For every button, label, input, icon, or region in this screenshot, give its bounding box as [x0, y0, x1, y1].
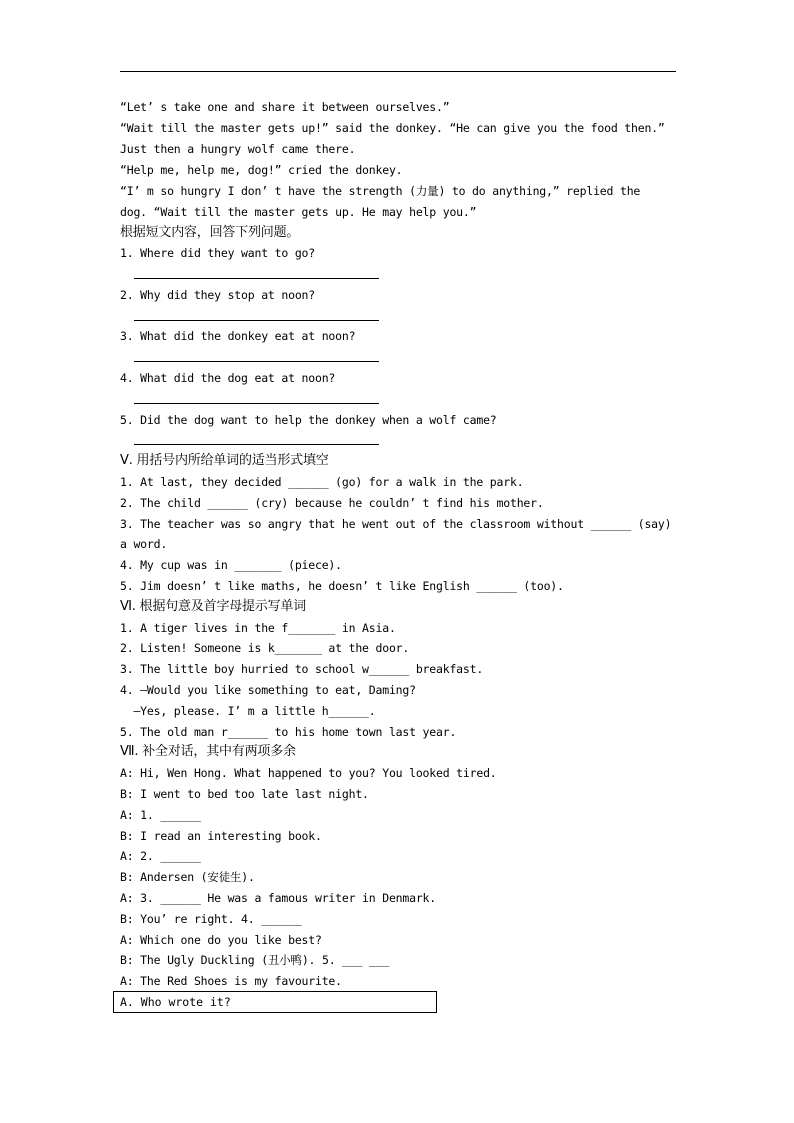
- story-line: “Wait till the master gets up!” said the donkey. “He can give you the food then.”: [120, 121, 665, 135]
- section6-item: 4. —Would you like something to eat, Daming?: [120, 683, 416, 697]
- dialogue-line: A: The Red Shoes is my favourite.: [120, 974, 342, 988]
- story-line: “Help me, help me, dog!” cried the donkey.: [120, 163, 403, 177]
- dialogue-line: B: Andersen (安徒生).: [120, 870, 255, 884]
- header-rule: [120, 71, 676, 72]
- question-4: 4. What did the dog eat at noon?: [120, 371, 336, 385]
- question-1: 1. Where did they want to go?: [120, 246, 315, 260]
- dialogue-line: A: Hi, Wen Hong. What happened to you? You looked tired.: [120, 766, 497, 780]
- story-line: “Let’ s take one and share it between ourselves.”: [120, 100, 450, 114]
- option-box: [113, 991, 437, 1013]
- section6-item: 2. Listen! Someone is k_______ at the door.: [120, 641, 410, 655]
- section6-item: 1. A tiger lives in the f_______ in Asia.: [120, 621, 396, 635]
- section5-title: Ⅴ. 用括号内所给单词的适当形式填空: [120, 453, 329, 468]
- option-text: A. Who wrote it?: [120, 995, 231, 1009]
- answer-blank-5[interactable]: [134, 444, 379, 445]
- section5-item: 3. The teacher was so angry that he went out of the classroom without ______ (say): [120, 517, 672, 531]
- dialogue-line: B: I read an interesting book.: [120, 829, 322, 843]
- dialogue-line: A: Which one do you like best?: [120, 933, 322, 947]
- section6-item: —Yes, please. I’ m a little h______.: [120, 704, 376, 718]
- story-line: “I’ m so hungry I don’ t have the strength (力量) to do anything,” replied the: [120, 184, 641, 198]
- section4-instruction: 根据短文内容，回答下列问题。: [120, 225, 300, 240]
- section6-item: 3. The little boy hurried to school w______ breakfast.: [120, 662, 484, 676]
- answer-blank-3[interactable]: [134, 361, 379, 362]
- answer-blank-4[interactable]: [134, 403, 379, 404]
- dialogue-line: A: 1. ______: [120, 808, 201, 822]
- section5-item: 4. My cup was in _______ (piece).: [120, 558, 342, 572]
- answer-blank-1[interactable]: [134, 278, 379, 279]
- section5-item: 2. The child ______ (cry) because he couldn’ t find his mother.: [120, 496, 544, 510]
- section5-item: 1. At last, they decided ______ (go) for a walk in the park.: [120, 475, 524, 489]
- section6-title: Ⅵ. 根据句意及首字母提示写单词: [120, 599, 307, 614]
- section7-title: Ⅶ. 补全对话，其中有两项多余: [120, 744, 296, 759]
- question-3: 3. What did the donkey eat at noon?: [120, 329, 356, 343]
- question-5: 5. Did the dog want to help the donkey when a wolf came?: [120, 413, 497, 427]
- answer-blank-2[interactable]: [134, 320, 379, 321]
- story-line: Just then a hungry wolf came there.: [120, 142, 356, 156]
- story-line: dog. “Wait till the master gets up. He may help you.”: [120, 205, 477, 219]
- question-2: 2. Why did they stop at noon?: [120, 288, 315, 302]
- dialogue-line: B: I went to bed too late last night.: [120, 787, 369, 801]
- section6-item: 5. The old man r______ to his home town last year.: [120, 725, 457, 739]
- dialogue-line: A: 3. ______ He was a famous writer in Denmark.: [120, 891, 437, 905]
- section5-item: a word.: [120, 537, 168, 551]
- dialogue-line: B: The Ugly Duckling (丑小鸭). 5. ___ ___: [120, 953, 390, 967]
- dialogue-line: A: 2. ______: [120, 849, 201, 863]
- section5-item: 5. Jim doesn’ t like maths, he doesn’ t like English ______ (too).: [120, 579, 564, 593]
- dialogue-line: B: You’ re right. 4. ______: [120, 912, 302, 926]
